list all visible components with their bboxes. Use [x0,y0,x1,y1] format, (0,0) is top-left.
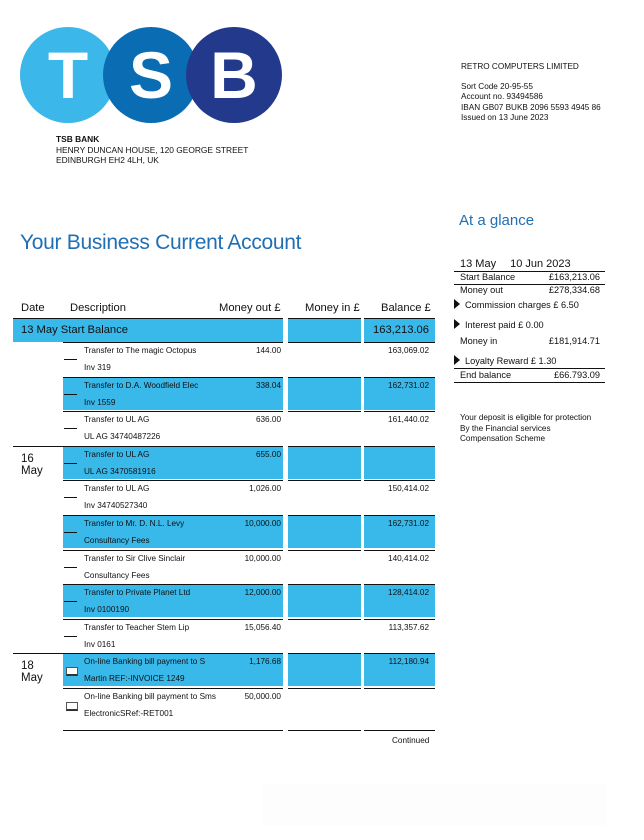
description-line1: Transfer to UL AG [84,484,150,494]
balance-amount: 162,731.02 [388,380,429,390]
end-balance-row [454,369,605,382]
description-line2: Inv 1559 [84,397,116,407]
bank-address-line1: HENRY DUNCAN HOUSE, 120 GEORGE STREET [56,144,249,155]
col-header-date: Date [21,302,45,314]
col-header-balance: Balance £ [381,302,431,314]
description-cell [63,480,283,513]
at-a-glance-summary [454,257,605,383]
bank-address-line2: EDINBURGH EH2 4LH, UK [56,155,159,165]
glance-period [454,257,605,271]
bank-name: TSB BANK [56,134,100,144]
money-in-cell [288,584,361,617]
transaction-date: 18 May [21,660,43,685]
balance-cell [364,411,435,444]
commission-row [454,298,605,312]
description-line1: Transfer to The magic Octopus [84,346,197,355]
dash-icon [64,359,77,360]
description-line2: UL AG 3470581916 [84,466,156,476]
money-out-amount: 12,000.00 [244,588,281,598]
col-header-money-in: Money in £ [305,302,360,314]
glance-title: At a glance [459,212,535,229]
faint-watermark [262,784,607,826]
start-balance-label: 13 May Start Balance [21,324,128,336]
money-out-amount: 15,056.40 [244,622,281,632]
page-title: Your Business Current Account [20,231,302,254]
description-cell [63,377,283,410]
protection-line3: Compensation Scheme [460,434,546,443]
balance-amount: 150,414.02 [388,484,429,494]
dash-icon [64,567,77,568]
money-in-value: £181,914.71 [548,336,600,346]
description-cell [63,411,283,444]
money-in-cell [288,688,361,721]
start-balance-cell [364,318,435,342]
description-cell [63,688,283,721]
dash-icon [64,497,77,498]
money-out-row [454,285,605,297]
money-out-amount: 10,000.00 [244,519,281,528]
money-in-cell [288,411,361,444]
balance-cell [364,688,435,721]
balance-cell [364,377,435,410]
deposit-protection-note [460,413,591,445]
end-balance-value: £66.793.09 [554,369,600,380]
end-balance-label: End balance [460,369,512,380]
commission-text: Commission charges £ 6.50 [465,300,579,310]
dash-icon [64,636,77,637]
description-line2: Consultancy Fees [84,536,150,545]
dash-icon [64,428,77,429]
description-line2: UL AG 34740487226 [84,432,161,442]
sort-code: Sort Code 20-95-55 [461,82,533,92]
protection-line1: Your deposit is eligible for protection [460,413,592,422]
balance-amount: 163,069.02 [388,346,429,355]
account-info [461,62,601,123]
balance-amount: 113,357.62 [388,622,429,632]
col-header-description: Description [70,302,126,314]
issued-date: Issued on 13 June 2023 [461,112,549,122]
balance-cell [364,653,435,686]
money-out-amount: 636.00 [255,415,281,425]
balance-cell [364,342,435,375]
money-in-cell [288,619,361,652]
balance-cell [364,550,435,583]
balance-amount: 140,414.02 [388,553,429,563]
description-line1: Transfer to Sir Clive Sinclair [84,553,186,563]
money-out-amount: 338.04 [255,380,281,390]
money-in-cell [288,377,361,410]
logo-t-circle: T [20,27,116,123]
balance-amount: 112,180.94 [388,657,429,667]
transaction-date: 16 May [21,452,43,477]
balance-cell [364,584,435,617]
balance-amount: 162,731.02 [388,519,429,528]
money-in-cell [288,480,361,513]
triangle-bullet-icon [454,319,460,329]
account-number: Account no. 93494586 [461,92,543,102]
balance-amount: 161,440.02 [388,415,429,425]
money-in-cell [288,550,361,583]
description-line2: Inv 0161 [84,639,116,649]
description-line1: Transfer to UL AG [84,415,150,425]
iban: IBAN GB07 BUKB 2096 5593 4945 86 [461,102,601,112]
description-line2: Inv 0100190 [84,605,130,615]
description-cell [63,342,283,375]
money-in-cell [288,342,361,375]
period-start: 13 May [460,258,497,270]
logo-b-circle: B [186,27,282,123]
date-separator [13,653,63,654]
interest-row [454,318,605,332]
money-out-amount: 50,000.00 [244,692,281,701]
description-line2: ElectronicSRef:-RET001 [84,709,174,718]
description-cell [63,584,283,617]
computer-icon [66,702,78,711]
tsb-logo [20,27,282,123]
money-in-cell [288,515,361,548]
continued-label: Continued [392,736,430,745]
money-in-row [454,336,605,348]
description-cell [63,446,283,479]
money-out-value: £278,334.68 [548,284,600,295]
start-balance-label: Start Balance [460,272,516,282]
money-out-label: Money out [460,284,503,295]
description-line1: On-line Banking bill payment to S [84,657,206,667]
col-header-money-out: Money out £ [219,302,281,314]
description-line1: Transfer to D.A. Woodfield Elec [84,380,199,390]
description-line1: Transfer to UL AG [84,449,150,459]
money-out-amount: 655.00 [255,449,281,459]
description-line2: Consultancy Fees [84,570,150,580]
description-cell [63,619,283,652]
bank-address [56,134,248,166]
description-line1: Transfer to Teacher Stem Lip [84,622,190,632]
protection-line2: By the Financial services [460,423,551,433]
description-line2: Inv 34740527340 [84,501,148,511]
balance-cell [364,446,435,479]
money-in-cell [288,653,361,686]
balance-cell [364,515,435,548]
dash-icon [64,394,77,395]
start-money-in-cell [288,318,361,342]
money-out-amount: 144.00 [255,346,281,355]
triangle-bullet-icon [454,355,460,365]
money-in-label: Money in [460,336,498,346]
description-line1: Transfer to Private Planet Ltd [84,588,191,598]
triangle-bullet-icon [454,299,460,309]
company-name: RETRO COMPUTERS LIMITED [461,62,579,71]
start-balance-amount: 163,213.06 [373,324,429,336]
description-line2: Martin REF:-INVOICE 1249 [84,674,185,684]
description-line1: On-line Banking bill payment to Sms [84,692,216,701]
description-line1: Transfer to Mr. D. N.L. Levy [84,519,185,528]
computer-icon [66,667,78,676]
balance-amount: 128,414.02 [388,588,429,598]
logo-s-circle: S [103,27,199,123]
money-out-amount: 1,176.68 [249,657,281,667]
loyalty-row [454,354,605,368]
description-cell [63,515,283,548]
dash-icon [64,463,77,464]
date-separator [13,446,63,447]
start-balance-desc-cell [13,318,283,342]
balance-cell [364,619,435,652]
loyalty-text: Loyalty Reward £ 1.30 [465,355,557,366]
start-balance-row [454,272,605,284]
interest-text: Interest paid £ 0.00 [465,320,544,330]
description-line2: Inv 319 [84,363,111,372]
start-balance-value: £163,213.06 [548,272,600,282]
money-out-amount: 10,000.00 [244,553,281,563]
money-out-amount: 1,026.00 [249,484,281,494]
dash-icon [64,601,77,602]
dash-icon [64,532,77,533]
balance-cell [364,480,435,513]
description-cell [63,653,283,686]
period-end: 10 Jun 2023 [510,258,571,270]
money-in-cell [288,446,361,479]
description-cell [63,550,283,583]
